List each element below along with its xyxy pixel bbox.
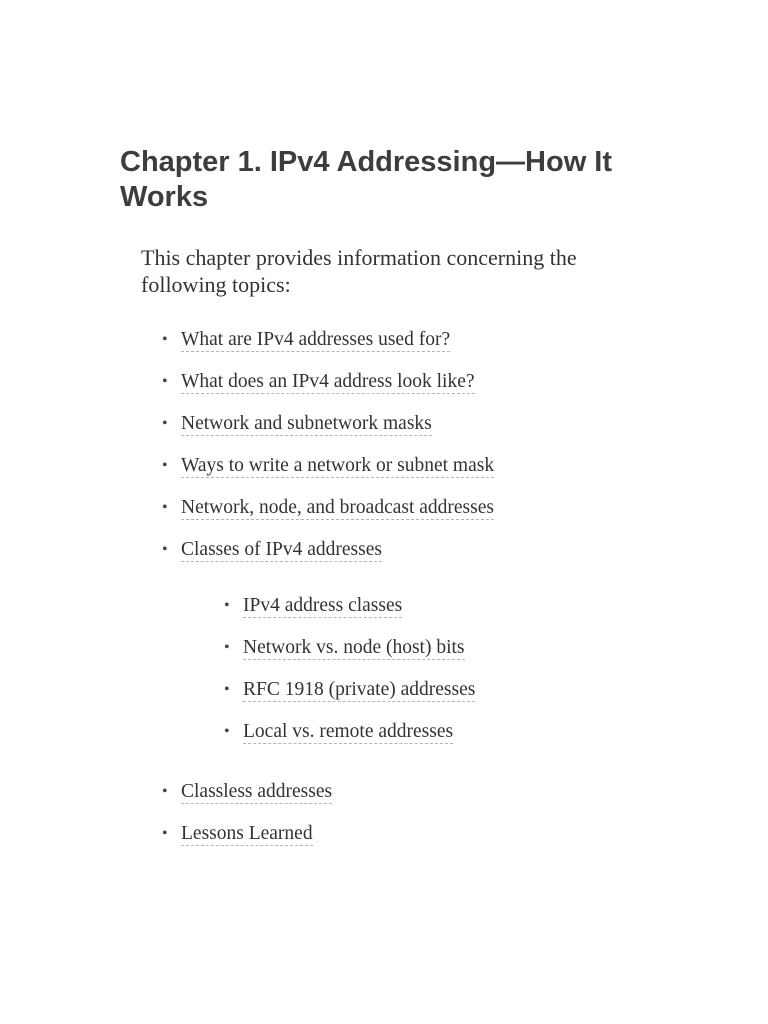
bullet-icon: • xyxy=(224,681,230,698)
bullet-icon: • xyxy=(162,373,168,390)
subtopic-link[interactable]: Local vs. remote addresses xyxy=(243,721,454,742)
bullet-icon: • xyxy=(224,597,230,614)
sub-list-item xyxy=(224,593,722,619)
topic-link[interactable]: Classless addresses xyxy=(181,781,333,802)
topic-link[interactable]: What are IPv4 addresses used for? xyxy=(181,329,451,350)
subtopic-link[interactable]: IPv4 address classes xyxy=(243,595,403,616)
topic-link[interactable]: What does an IPv4 address look like? xyxy=(181,371,475,392)
topic-link[interactable]: Network and subnetwork masks xyxy=(181,413,432,434)
bullet-icon: • xyxy=(224,723,230,740)
bullet-icon: • xyxy=(162,499,168,516)
bullet-icon: • xyxy=(162,415,168,432)
bullet-icon: • xyxy=(162,783,168,800)
topic-link[interactable]: Classes of IPv4 addresses xyxy=(181,539,382,560)
subtopic-link[interactable]: Network vs. node (host) bits xyxy=(243,637,465,658)
list-item xyxy=(162,779,722,805)
list-item xyxy=(162,453,722,479)
intro-paragraph: This chapter provides information concerning the following topics: xyxy=(141,245,577,297)
topic-link[interactable]: Network, node, and broadcast addresses xyxy=(181,497,494,518)
list-item xyxy=(162,495,722,521)
subtopic-link[interactable]: RFC 1918 (private) addresses xyxy=(243,679,476,700)
bullet-icon: • xyxy=(162,457,168,474)
sub-list-item xyxy=(224,635,722,661)
topic-link[interactable]: Lessons Learned xyxy=(181,823,313,844)
bullet-icon: • xyxy=(162,331,168,348)
list-item xyxy=(162,411,722,437)
list-item xyxy=(162,327,722,353)
list-item xyxy=(162,821,722,847)
bullet-icon: • xyxy=(224,639,230,656)
sub-list-item xyxy=(224,719,722,745)
topic-list xyxy=(162,327,722,863)
chapter-title: Chapter 1. IPv4 Addressing—How It Works xyxy=(120,146,613,213)
sub-list-item xyxy=(224,677,722,703)
bullet-icon: • xyxy=(162,541,168,558)
subtopic-list xyxy=(162,593,722,745)
list-item xyxy=(162,537,722,745)
bullet-icon: • xyxy=(162,825,168,842)
list-item xyxy=(162,369,722,395)
topic-link[interactable]: Ways to write a network or subnet mask xyxy=(181,455,495,476)
